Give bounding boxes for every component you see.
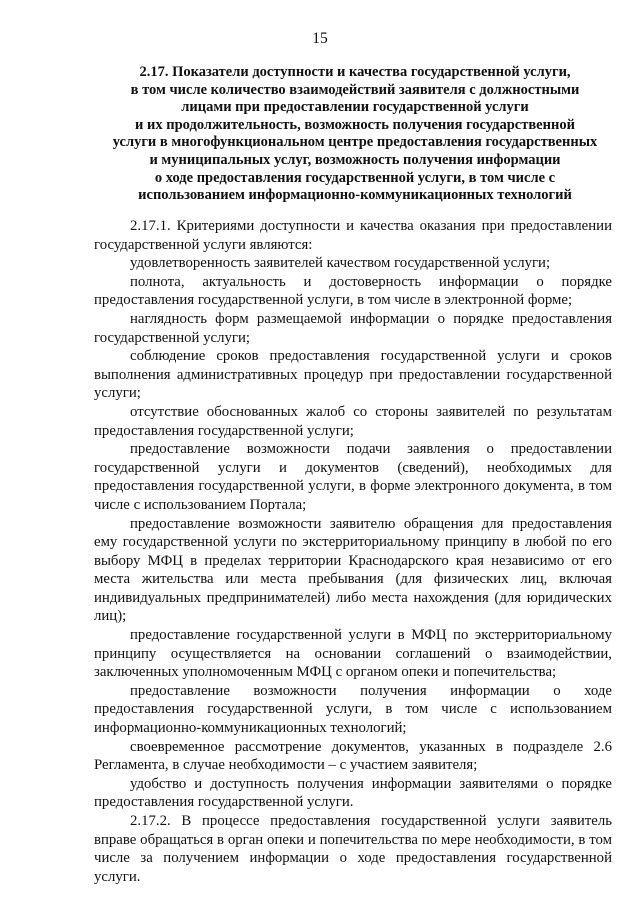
paragraph-criteria-intro: 2.17.1. Критериями доступности и качества оказания при предоставлении государственной услуги являются: (94, 218, 612, 253)
heading-line: о ходе предоставления государственной услуги, в том числе с (154, 169, 556, 186)
heading-line: 2.17. Показатели доступности и качества государственной услуги, (139, 64, 571, 80)
heading-line: и муниципальных услуг, возможность получения информации (149, 151, 561, 168)
paragraph-satisfaction: удовлетворенность заявителей качеством государственной услуги; (130, 255, 551, 272)
paragraph-clarity: наглядность форм размещаемой информации о порядке предоставления государственной услуги; (94, 310, 612, 346)
heading-line: и их продолжительность, возможность получения государственной (135, 116, 575, 133)
page-number: 15 (312, 30, 328, 47)
paragraph-timely-review: своевременное рассмотрение документов, указанных в подразделе 2.6 Регламента, в случае необходимости – с участием заявителя; (94, 738, 612, 774)
paragraph-applicant-rights: 2.17.2. В процессе предоставления государственной услуги заявитель вправе обращаться в орган опеки и попечительства по мере необходимости, в том числе за получением информации о ходе предоставления государственной услуги. (94, 813, 612, 885)
paragraph-complaints: отсутствие обоснованных жалоб со стороны заявителей по результатам предоставления государственной услуги; (94, 403, 612, 439)
section-heading (90, 64, 620, 205)
paragraph-convenience: удобство и доступность получения информации заявителями о порядке предоставления государственной услуги. (94, 775, 612, 811)
paragraph-deadlines: соблюдение сроков предоставления государственной услуги и сроков выполнения административных процедур при предоставлении государственной услуги; (94, 348, 612, 402)
paragraph-completeness: полнота, актуальность и достоверность информации о порядке предоставления государственной услуги, в том числе в электронной форме; (94, 273, 612, 309)
body-text (94, 217, 612, 886)
heading-line: услуги в многофункциональном центре предоставления государственных (112, 134, 598, 151)
paragraph-electronic-submission: предоставление возможности подачи заявления о предоставлении государственной услуги и документов (сведений), необходимых для предоставления государственной услуги, в форме электронного документа, в том числе с использованием Портала; (94, 441, 612, 513)
paragraph-extraterritorial: предоставление возможности заявителю обращения для предоставления ему государственной услуги по экстерриториальному принципу в любой по его выбору МФЦ в пределах территории Краснодарского края независимо от его места жительства или места пребывания (для физических лиц, включая индивидуальных предпринимателей) либо места нахождения (для юридических лиц); (94, 515, 612, 625)
heading-line: в том числе количество взаимодействий заявителя с должностными (130, 81, 580, 98)
heading-line: использованием информационно-коммуникационных технологий (138, 187, 572, 204)
paragraph-status-info: предоставление возможности получения информации о ходе предоставления государственной услуги, в том числе с использованием информационно-коммуникационных технологий; (94, 682, 612, 737)
heading-line: лицами при предоставлении государственной услуги (181, 99, 529, 116)
paragraph-mfc: предоставление государственной услуги в МФЦ по экстерриториальному принципу осуществляется на основании соглашений о взаимодействии, заключенных уполномоченным МФЦ с органом опеки и попечительства; (94, 627, 612, 681)
